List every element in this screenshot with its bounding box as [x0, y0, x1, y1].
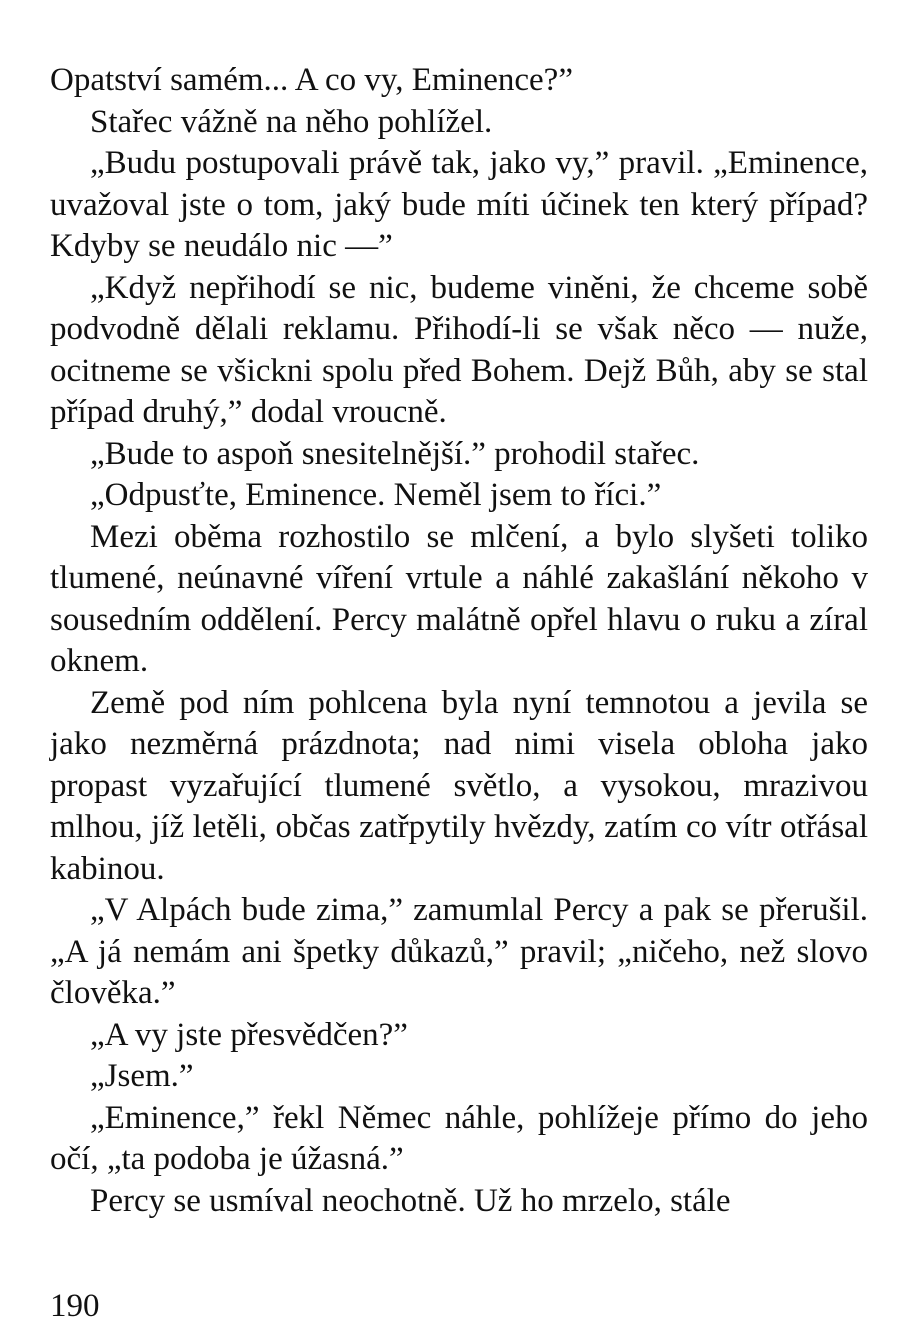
paragraph-11: „Jsem.”: [90, 1058, 194, 1094]
paragraph-1: Opatství samém... A co vy, Eminence?”: [50, 62, 573, 98]
paragraph-12: „Eminence,” řekl Němec náhle, pohlížeje přímo do jeho očí, „ta podoba je úžasná.”: [50, 1099, 868, 1177]
paragraph-4: „Když nepřihodí se nic, budeme viněni, že chceme sobě podvodně dělali reklamu. Přihodí-li se však něco — nuže, ocitneme se všickni spolu před Bohem. Dejž Bůh, aby se stal případ druhý,” dodal vroucně.: [50, 269, 868, 430]
paragraph-10: „A vy jste přesvědčen?”: [90, 1016, 408, 1053]
paragraph-2: Stařec vážně na něho pohlížel.: [90, 103, 493, 140]
paragraph-9: „V Alpách bude zima,” zamumlal Percy a pak se přerušil. „A já nemám ani špetky důkazů,” pravil; „ničeho, než slovo člověka.”: [50, 892, 868, 1011]
page-number: 190: [50, 1288, 100, 1324]
paragraph-5: „Bude to aspoň snesitelnější.” prohodil stařec.: [90, 435, 700, 472]
paragraph-8: Země pod ním pohlcena byla nyní temnotou a jevila se jako nezměrná prázdnota; nad nimi visela obloha jako propast vyzařující tlumené světlo, a vysokou, mrazivou mlhou, jíž letěli, občas zatřpytily hvězdy, zatím co vítr otřásal kabinou.: [50, 684, 868, 887]
paragraph-3: „Budu postupovali právě tak, jako vy,” pravil. „Eminence, uvažoval jste o tom, jaký bude míti účinek ten který případ? Kdyby se neudálo nic —”: [50, 145, 868, 264]
paragraph-6: „Odpusťte, Eminence. Neměl jsem to říci.”: [90, 477, 662, 513]
paragraph-13: Percy se usmíval neochotně. Už ho mrzelo, stále: [90, 1182, 731, 1219]
paragraph-7: Mezi oběma rozhostilo se mlčení, a bylo slyšeti toliko tlumené, neúnavné víření vrtule a náhlé zakašlání někoho v sousedním oddělení. Percy malátně opřel hlavu o ruku a zíral oknem.: [50, 518, 868, 679]
